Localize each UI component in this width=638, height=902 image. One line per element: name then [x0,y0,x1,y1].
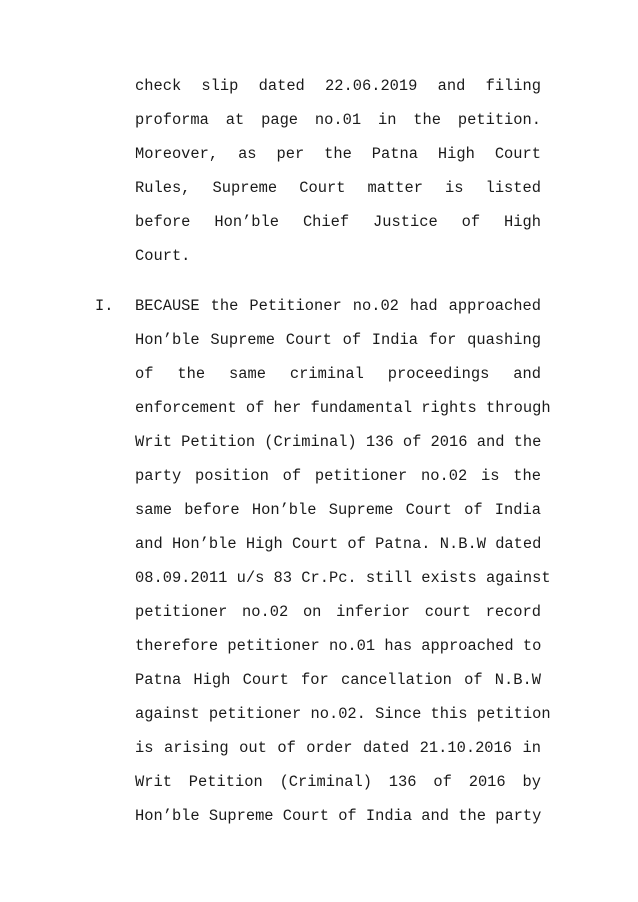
paragraph-line: Hon’ble Supreme Court of India and the party [135,807,542,825]
paragraph-line: before Hon’ble Chief Justice of High [135,213,541,231]
paragraph-line: BECAUSE the Petitioner no.02 had approached [135,297,541,315]
paragraph-line: of the same criminal proceedings and [135,365,541,383]
paragraph-line: is arising out of order dated 21.10.2016 in [135,739,541,757]
paragraph-line: Rules, Supreme Court matter is listed [135,179,541,197]
paragraph-line: enforcement of her fundamental rights through [135,399,551,417]
paragraph-line: and Hon’ble High Court of Patna. N.B.W dated [135,535,542,553]
paragraph-line: 08.09.2011 u/s 83 Cr.Pc. still exists against [135,569,551,587]
paragraph-line: party position of petitioner no.02 is the [135,467,541,485]
paragraph-line: Hon’ble Supreme Court of India for quashing [135,331,541,349]
paragraph-line: petitioner no.02 on inferior court record [135,603,541,621]
paragraph-line: Writ Petition (Criminal) 136 of 2016 and the [135,433,542,451]
ground-paragraph [135,293,551,837]
paragraph-line: therefore petitioner no.01 has approached to [135,637,542,655]
paragraph-line: same before Hon’ble Supreme Court of India [135,501,541,519]
paragraph-line: Writ Petition (Criminal) 136 of 2016 by [135,773,541,791]
paragraph-line: Patna High Court for cancellation of N.B.W [135,671,541,689]
paragraph-line: against petitioner no.02. Since this petition [135,705,551,723]
continuation-paragraph [135,73,541,277]
paragraph-line: Court. [135,247,191,265]
paragraph-line: proforma at page no.01 in the petition. [135,111,541,129]
paragraph-line: Moreover, as per the Patna High Court [135,145,541,163]
paragraph-line: check slip dated 22.06.2019 and filing [135,77,541,95]
list-marker: I. [95,297,114,315]
